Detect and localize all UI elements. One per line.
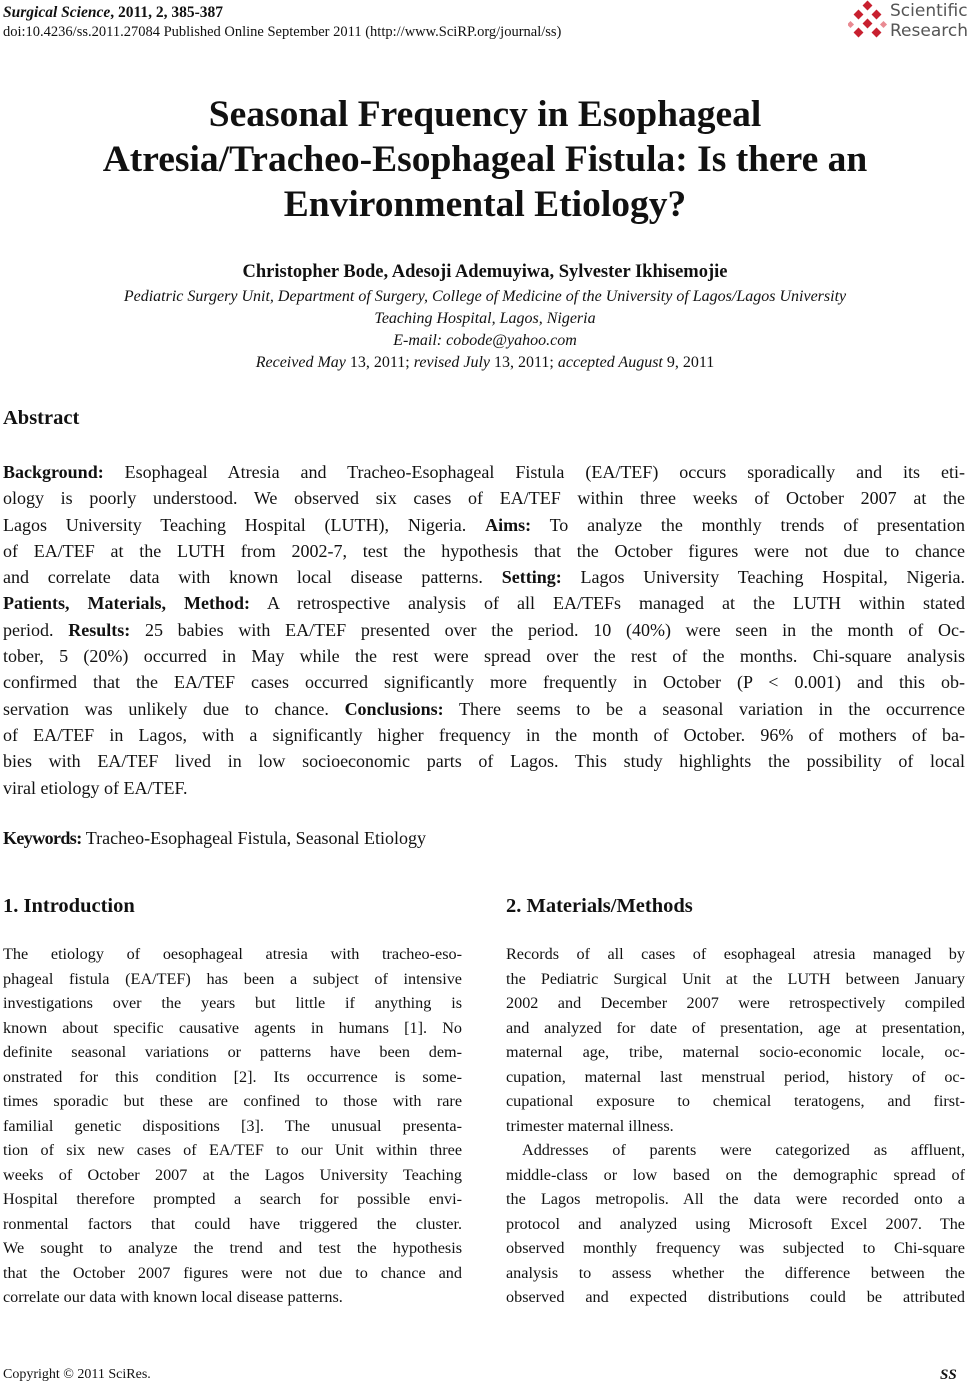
paper-title <box>0 92 970 227</box>
doi-line: doi:10.4236/ss.2011.27084 Published Online September 2011 (http://www.SciRP.org/journal/ss) <box>3 24 562 40</box>
affiliation <box>0 286 970 374</box>
abstract-line: bies with EA/TEF lived in low socioeconomic parts of Lagos. This study highlights the possibility of local <box>3 751 965 772</box>
abstract-line: confirmed that the EA/TEF cases occurred significantly more frequently in October (P < 0.001) and this ob- <box>3 672 965 693</box>
paragraph-line: We sought to analyze the trend and test the hypothesis <box>3 1239 462 1257</box>
journal-citation <box>3 3 223 23</box>
paragraph-line: weeks of October 2007 at the Lagos University Teaching <box>3 1165 462 1184</box>
authors: Christopher Bode, Adesoji Ademuyiwa, Sylvester Ikhisemojie <box>242 262 728 282</box>
logo-text <box>890 1 968 41</box>
abstract-heading: Abstract <box>3 407 80 429</box>
paragraph-line: observed monthly frequency was subjected to Chi-square <box>506 1239 965 1257</box>
section-heading-methods: 2. Materials/Methods <box>506 895 693 917</box>
paragraph-line: cupational exposure to chemical teratogens, and first- <box>506 1092 965 1110</box>
paragraph-line: protocol and analyzed using Microsoft Excel 2007. The <box>506 1214 965 1233</box>
abstract-line: and correlate data with known local disease patterns. Setting: Lagos University Teaching Hospital, Nigeria. <box>3 567 965 588</box>
email-line: E-mail: cobode@yahoo.com <box>393 332 577 349</box>
section-heading-introduction: 1. Introduction <box>3 895 135 917</box>
affiliation-line: Teaching Hospital, Lagos, Nigeria <box>374 310 596 327</box>
keywords-label: Keywords: <box>3 828 82 848</box>
paragraph-line: times sporadic but these are confined to those with rare <box>3 1092 462 1110</box>
volume-pages: , 2011, 2, 385-387 <box>110 4 224 21</box>
footer-copyright: Copyright © 2011 SciRes. <box>3 1367 151 1382</box>
title-line: Environmental Etiology? <box>283 184 687 225</box>
paragraph-line: 2002 and December 2007 were retrospectively compiled <box>506 994 965 1012</box>
abstract-line: of EA/TEF in Lagos, with a significantly higher frequency in the month of October. 96% of mothers of ba- <box>3 724 965 745</box>
abstract-line: Lagos University Teaching Hospital (LUTH), Nigeria. Aims: To analyze the monthly trends of presentation <box>3 514 965 535</box>
abstract-line: of EA/TEF at the LUTH from 2002-7, test the hypothesis that the October figures were not due to chance <box>3 540 965 561</box>
journal-name: Surgical Science <box>3 4 111 21</box>
methods-body <box>506 942 965 1310</box>
paragraph-line: analysis to assess whether the difference between the <box>506 1263 965 1282</box>
paragraph-line: definite seasonal variations or patterns have been dem- <box>3 1043 462 1061</box>
paragraph-line: known about specific causative agents in humans [1]. No <box>3 1018 462 1037</box>
title-line: Seasonal Frequency in Esophageal <box>208 94 762 135</box>
keywords-text: Tracheo-Esophageal Fistula, Seasonal Etiology <box>81 828 427 848</box>
affiliation-line: Pediatric Surgery Unit, Department of Surgery, College of Medicine of the University of Lagos/Lagos University <box>123 288 847 305</box>
paragraph-line: observed and expected distributions could be attributed <box>506 1288 965 1306</box>
abstract-line: ology is poorly understood. We observed six cases of EA/TEF within three weeks of October 2007 at the <box>3 488 965 509</box>
keywords <box>3 826 426 850</box>
paragraph-line: and analyzed for date of presentation, age at presentation, <box>506 1018 965 1037</box>
paragraph-line: trimester maternal illness. <box>506 1116 674 1135</box>
footer-journal-abbr: SS <box>940 1367 957 1383</box>
abstract-body <box>3 459 965 801</box>
abstract-line: Patients, Materials, Method: A retrospective analysis of all EA/TEFs managed at the LUTH within stated <box>3 593 965 614</box>
abstract-line: Background: Esophageal Atresia and Tracheo-Esophageal Fistula (EA/TEF) occurs sporadically and its eti- <box>3 462 965 482</box>
title-line: Atresia/Tracheo-Esophageal Fistula: Is there an <box>102 139 868 180</box>
logo-line-1: Scientific <box>890 1 968 21</box>
logo-line-2: Research <box>890 21 968 41</box>
paragraph-line: Addresses of parents were categorized as affluent, <box>522 1141 965 1159</box>
paragraph-line: phageal fistula (EA/TEF) has been a subject of intensive <box>3 969 462 988</box>
abstract-line: viral etiology of EA/TEF. <box>3 777 188 798</box>
paragraph-line: tion of six new cases of EA/TEF to our Unit within three <box>3 1141 462 1159</box>
paragraph-line: onstrated for this condition [2]. Its occurrence is some- <box>3 1067 462 1086</box>
paragraph-line: The etiology of oesophageal atresia with tracheo-eso- <box>3 945 462 963</box>
paragraph-line: that the October 2007 figures were not due to chance and <box>3 1263 462 1282</box>
paragraph-line: cupation, maternal last menstrual period, history of oc- <box>506 1067 965 1086</box>
paragraph-line: the Lagos metropolis. All the data were recorded onto a <box>506 1190 965 1208</box>
abstract-line: tober, 5 (20%) occurred in May while the rest were spread over the rest of the months. Chi-square analysis <box>3 646 965 667</box>
paragraph-line: correlate our data with known local disease patterns. <box>3 1288 343 1306</box>
publisher-logo <box>848 0 968 44</box>
paragraph-line: investigations over the years but little if anything is <box>3 994 462 1012</box>
paragraph-line: middle-class or low based on the demographic spread of <box>506 1165 965 1184</box>
paragraph-line: Records of all cases of esophageal atresia managed by <box>506 945 965 963</box>
paragraph-line: familial genetic dispositions [3]. The unusual presenta- <box>3 1116 462 1135</box>
paragraph-line: ronmental factors that could have triggered the cluster. <box>3 1214 462 1233</box>
paragraph-line: Hospital therefore prompted a search for possible envi- <box>3 1190 462 1208</box>
paragraph-line: maternal age, tribe, maternal socio-economic locale, oc- <box>506 1043 965 1061</box>
abstract-line: period. Results: 25 babies with EA/TEF presented over the period. 10 (40%) were seen in the month of Oc- <box>3 619 965 640</box>
introduction-body <box>3 942 462 1310</box>
dates-line: Received May 13, 2011; revised July 13, 2011; accepted August 9, 2011 <box>255 354 715 371</box>
paragraph-line: the Pediatric Surgical Unit at the LUTH between January <box>506 969 965 988</box>
logo-mark-icon <box>848 0 888 44</box>
abstract-line: servation was unlikely due to chance. Conclusions: There seems to be a seasonal variation in the occurrence <box>3 698 965 719</box>
